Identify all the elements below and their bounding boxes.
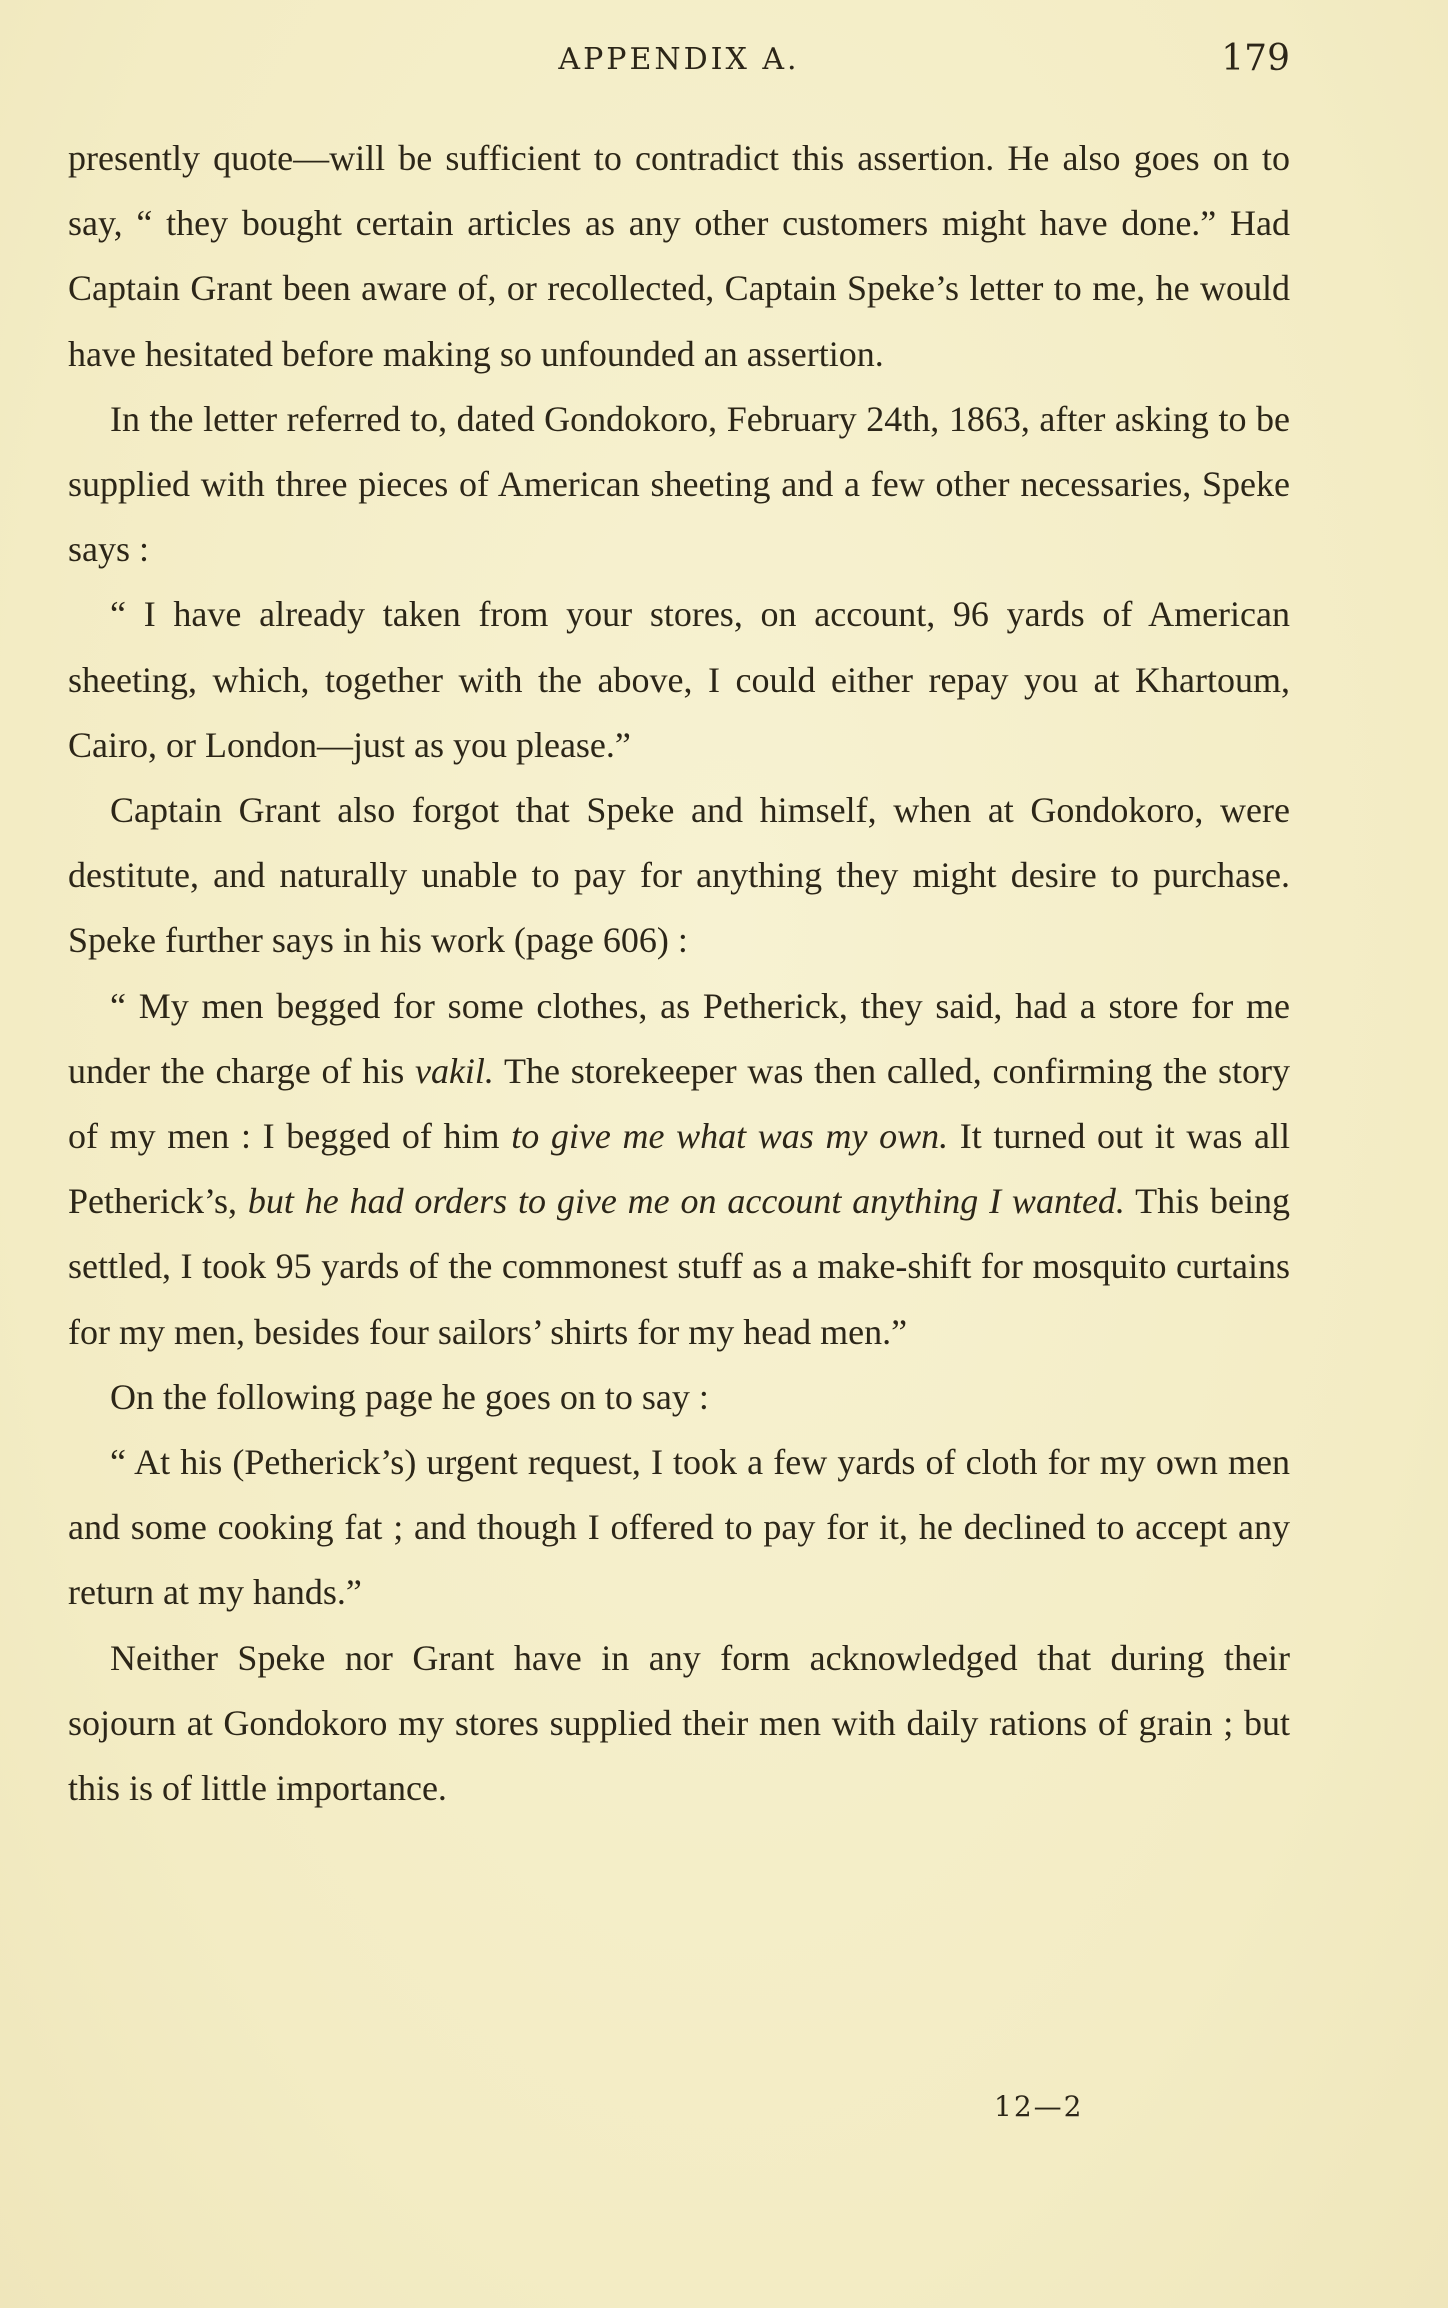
italic-text: to give me what was my own. xyxy=(511,1116,949,1157)
page-number: 179 xyxy=(1221,38,1290,79)
page-header xyxy=(68,38,1290,82)
running-title: APPENDIX A. xyxy=(558,42,800,77)
body-text xyxy=(68,126,1290,1821)
italic-text: but he had orders to give me on account anything I wanted. xyxy=(247,1181,1125,1222)
italic-text: vakil. xyxy=(414,1050,494,1091)
quotation-paragraph: “ I have already taken from your stores, on account, 96 yards of American sheeting, which, together with the above, I could either repay you at Khartoum, Cairo, or London—just as you please.” xyxy=(68,594,1290,765)
paragraph: In the letter referred to, dated Gondokoro, February 24th, 1863, after asking to be supplied with three pieces of American sheeting and a few other necessaries, Speke says : xyxy=(68,398,1290,570)
quote-text: This being settled, I took 95 yards of the commonest stuff as a make-shift for mosquito curtains for my men, besides four sailors’ shirts for my head men.” xyxy=(68,1181,1290,1352)
paragraph: On the following page he goes on to say : xyxy=(110,1376,709,1417)
paragraph: Captain Grant also forgot that Speke and himself, when at Gondokoro, were destitute, and naturally unable to pay for anything they might desire to purchase. Speke further says in his work (page 606) : xyxy=(68,790,1290,961)
paragraph: presently quote—will be sufficient to contradict this assertion. He also goes on to say, “ they bought certain articles as any other customers might have done.” Had Captain Grant been aware of, or recollected, Captain Speke’s letter to me, he would have hesitated before making so unfounded an assertion. xyxy=(68,138,1290,374)
paragraph: Neither Speke nor Grant have in any form acknowledged that during their sojourn at Gondokoro my stores supplied their men with daily rations of grain ; but this is of little importance. xyxy=(68,1637,1290,1809)
quotation-paragraph xyxy=(68,974,1290,1365)
quotation-paragraph: “ At his (Petherick’s) urgent request, I took a few yards of cloth for my own men and some cooking fat ; and though I offered to pay for it, he declined to accept any return at my hands.” xyxy=(68,1442,1290,1613)
quote-text: It turned out it was all Petherick’s, xyxy=(68,1116,1290,1222)
quote-text: The storekeeper was then called, confirming the story of my men : I begged of him xyxy=(68,1050,1290,1157)
signature-mark: 12—2 xyxy=(994,2090,1084,2123)
quote-text: “ My men begged for some clothes, as Petherick, they said, had a store for me under the charge of his xyxy=(68,985,1290,1091)
